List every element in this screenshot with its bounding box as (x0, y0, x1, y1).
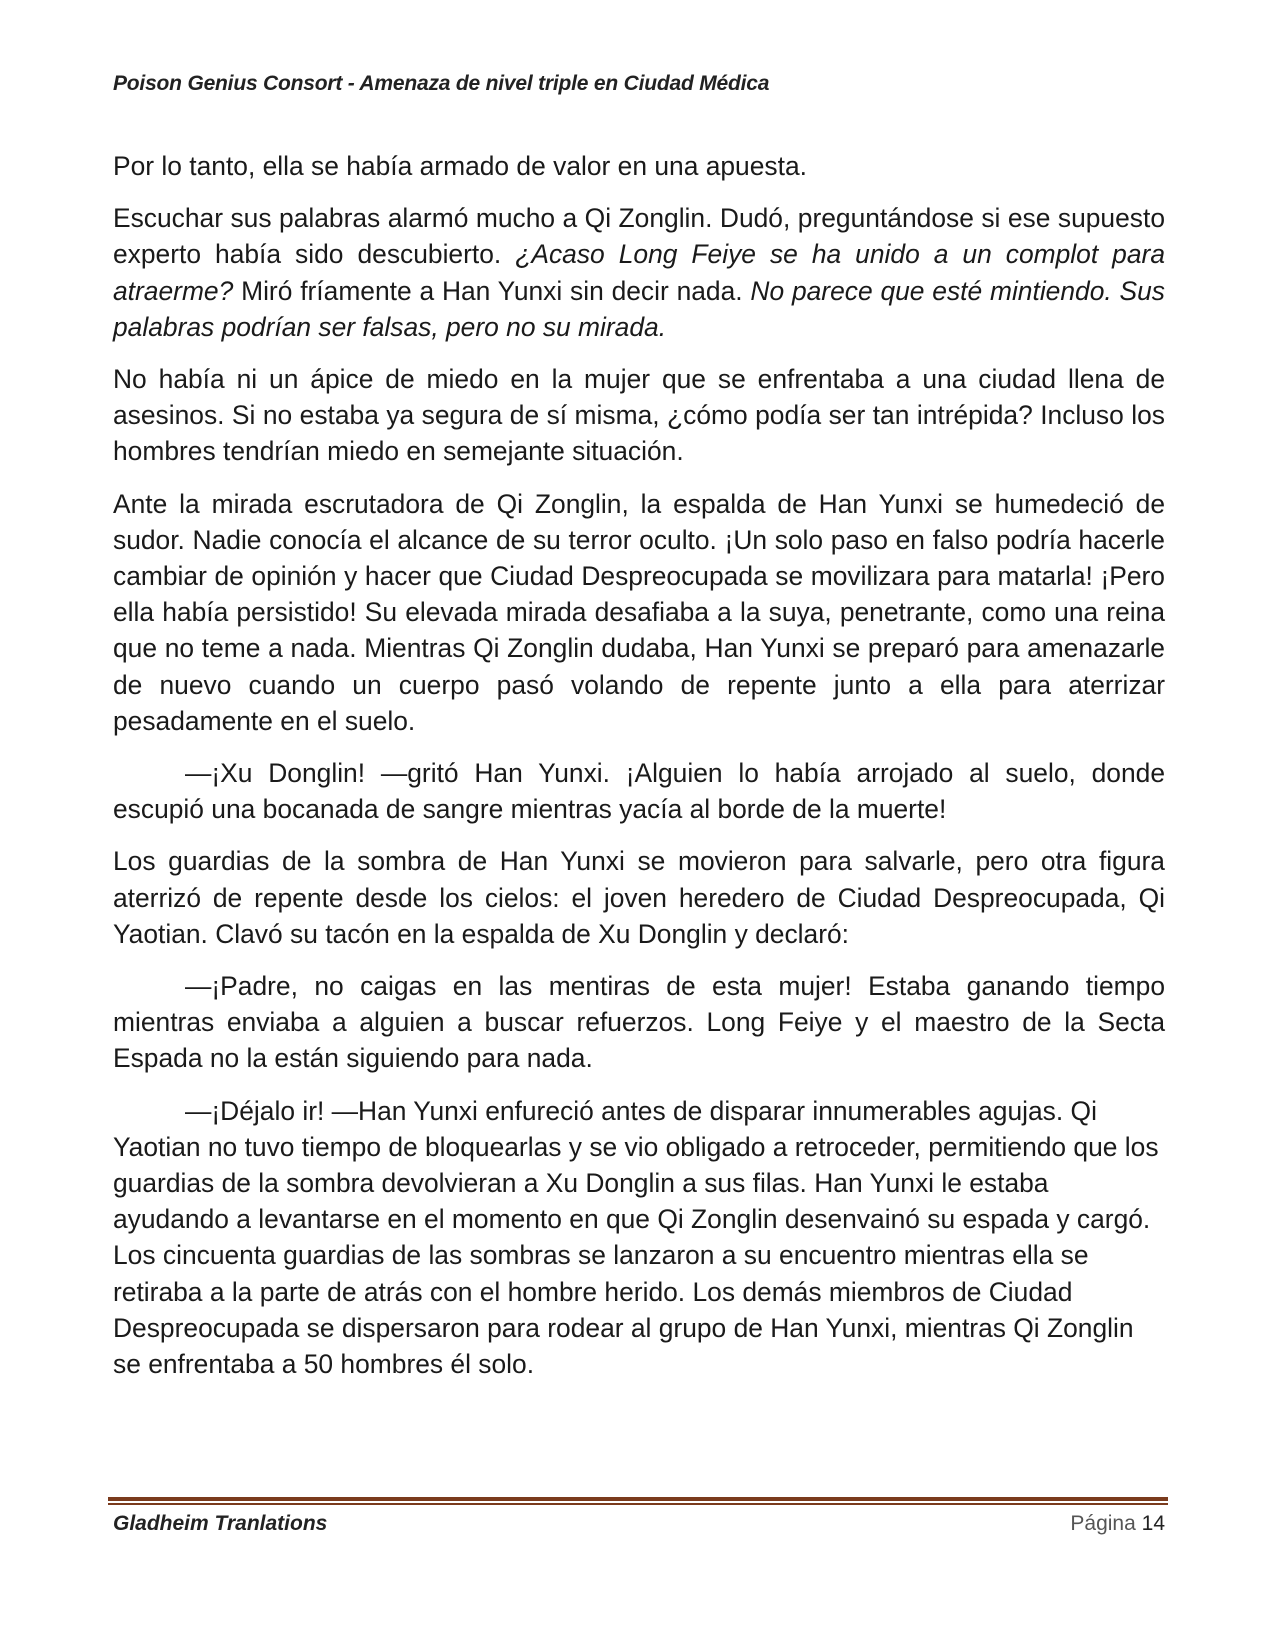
chapter-body (113, 148, 1165, 1398)
body-paragraph (113, 1093, 1165, 1383)
page-label: Página (1070, 1512, 1136, 1535)
footer-divider-thick (108, 1497, 1168, 1501)
body-paragraph (113, 755, 1165, 827)
paragraph-text: —¡Xu Donglin! —gritó Han Yunxi. ¡Alguien lo había arrojado al suelo, donde escupió una bocanada de sangre mientras yacía al borde de la muerte! (113, 758, 1165, 825)
body-paragraph (113, 968, 1165, 1077)
body-paragraph (113, 486, 1165, 739)
paragraph-text: Por lo tanto, ella se había armado de valor en una apuesta. (113, 151, 807, 181)
body-paragraph (113, 200, 1165, 345)
paragraph-text: No había ni un ápice de miedo en la mujer que se enfrentaba a una ciudad llena de asesinos. Si no estaba ya segura de sí misma, ¿cómo podía ser tan intrépida? Incluso los hombres tendrían miedo en semejante situación. (113, 364, 1165, 467)
footer-divider-thin (108, 1503, 1168, 1505)
paragraph-text: —¡Déjalo ir! —Han Yunxi enfureció antes de disparar innumerables agujas. Qi Yaotian no tuvo tiempo de bloquearlas y se vio obligado a retroceder, permitiendo que los guardias de la sombra devolvieran a Xu Donglin a sus filas. Han Yunxi le estaba ayudando a levantarse en el momento en que Qi Zonglin desenvainó su espada y cargó. Los cincuenta guardias de las sombras se lanzaron a su encuentro mientras ella se retiraba a la parte de atrás con el hombre herido. Los demás miembros de Ciudad Despreocupada se dispersaron para rodear al grupo de Han Yunxi, mientras Qi Zonglin se enfrentaba a 50 hombres él solo. (113, 1095, 1159, 1380)
footer-page-indicator (1070, 1512, 1165, 1536)
paragraph-text: Escuchar sus palabras alarmó mucho a Qi Zonglin. Dudó, preguntándose si ese supuesto experto había sido descubierto. (113, 203, 1165, 270)
paragraph-text: Ante la mirada escrutadora de Qi Zonglin, la espalda de Han Yunxi se humedeció de sudor. Nadie conocía el alcance de su terror oculto. ¡Un solo paso en falso podría hacerle cambiar de opinión y hacer que Ciudad Despreocupada se movilizara para matarla! ¡Pero ella había persistido! Su elevada mirada desafiaba a la suya, penetrante, como una reina que no teme a nada. Mientras Qi Zonglin dudaba, Han Yunxi se preparó para amenazarle de nuevo cuando un cuerpo pasó volando de repente junto a ella para aterrizar pesadamente en el suelo. (113, 488, 1165, 736)
paragraph-text: Los guardias de la sombra de Han Yunxi se movieron para salvarle, pero otra figura aterrizó de repente desde los cielos: el joven heredero de Ciudad Despreocupada, Qi Yaotian. Clavó su tacón en la espalda de Xu Donglin y declaró: (113, 846, 1165, 949)
footer-credit: Gladheim Tranlations (113, 1512, 328, 1535)
body-paragraph (113, 361, 1165, 470)
italic-thought-text: No parece que esté mintiendo. Sus palabras podrían ser falsas, pero no su mirada. (113, 275, 1165, 342)
page-header-title: Poison Genius Consort - Amenaza de nivel triple en Ciudad Médica (113, 72, 770, 95)
paragraph-text: Miró fríamente a Han Yunxi sin decir nada. (233, 275, 751, 306)
paragraph-text: —¡Padre, no caigas en las mentiras de esta mujer! Estaba ganando tiempo mientras enviaba a alguien a buscar refuerzos. Long Feiye y el maestro de la Secta Espada no la están siguiendo para nada. (113, 971, 1165, 1074)
footer-divider (108, 1497, 1168, 1505)
italic-thought-text: ¿Acaso Long Feiye se ha unido a un complot para atraerme? (113, 239, 1165, 306)
body-paragraph (113, 148, 1165, 184)
body-paragraph (113, 843, 1165, 952)
page-number: 14 (1141, 1512, 1165, 1535)
